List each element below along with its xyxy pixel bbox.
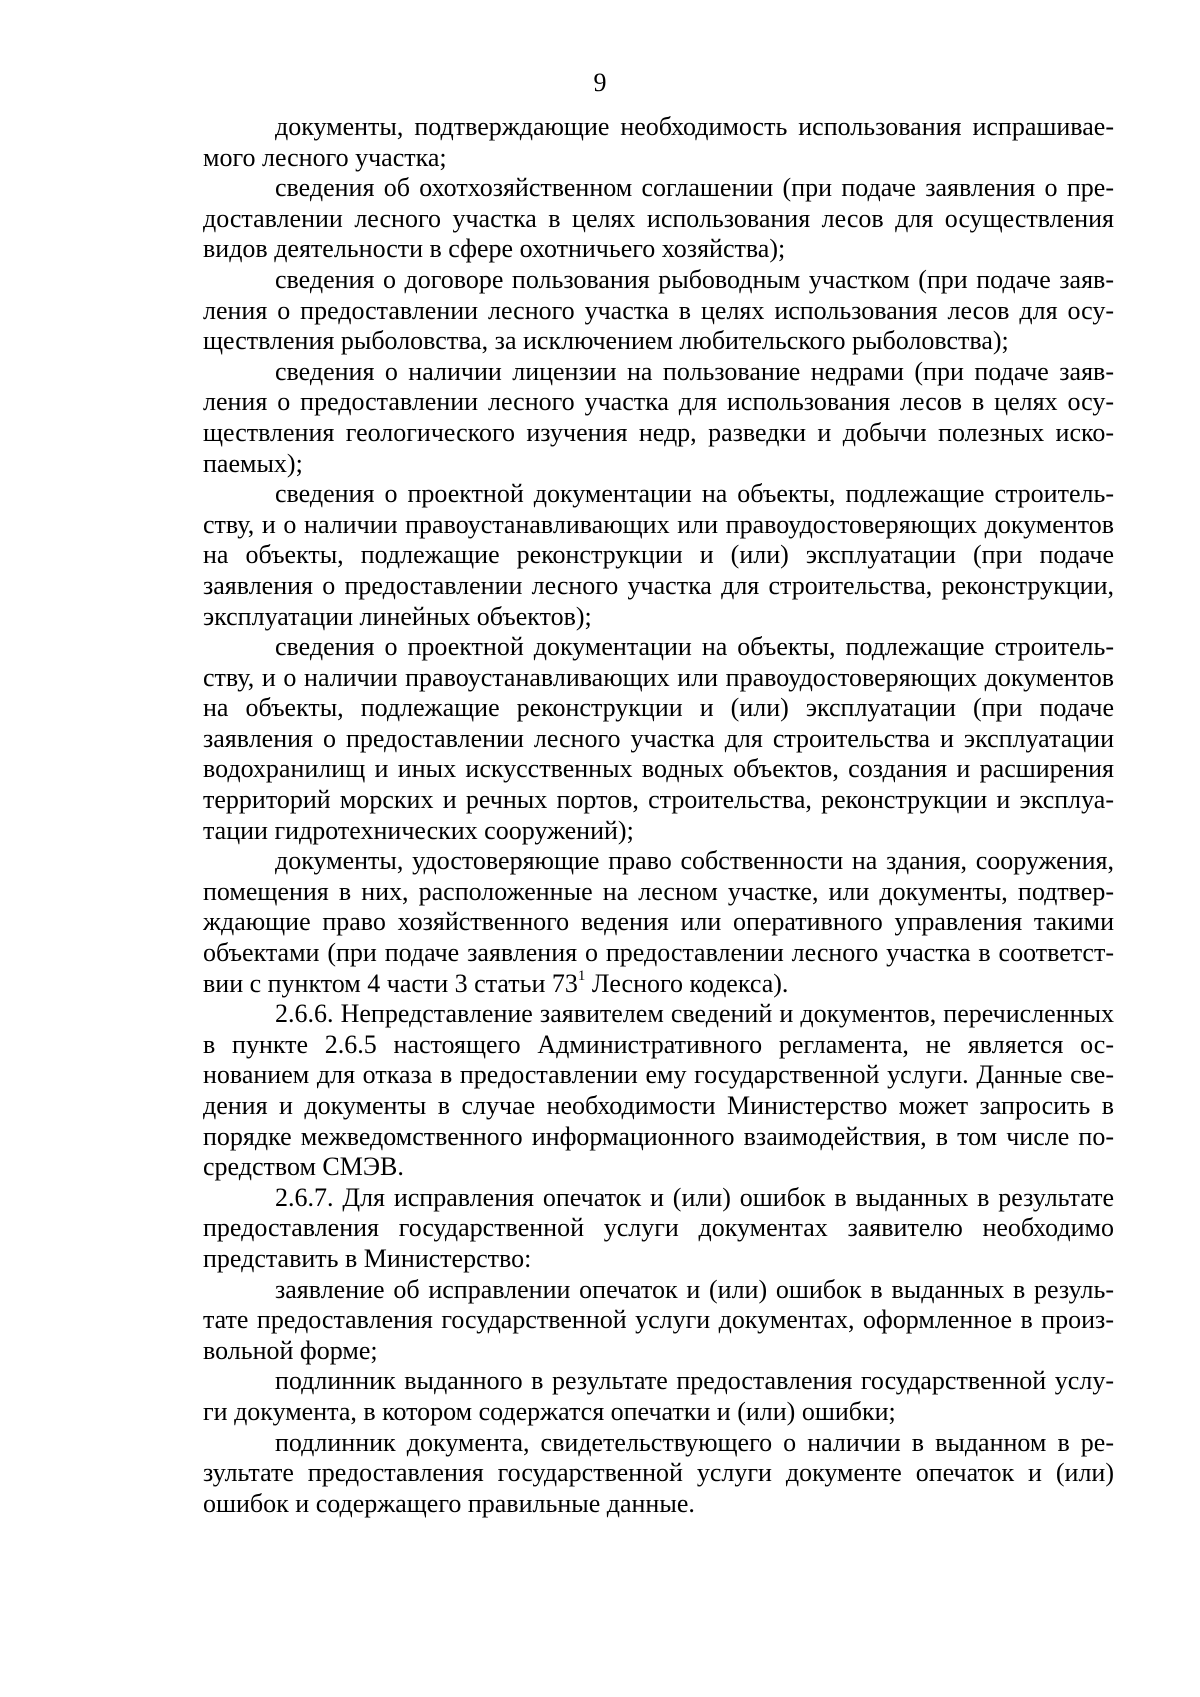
document-body <box>203 112 1114 1519</box>
ownership-text-end: Лесного кодекса). <box>585 968 789 998</box>
paragraph-evidence-document: подлинник документа, свидетельствующего о наличии в выданном в результате предоставления государственной услуги документе опечаток и (или) ошибок и содержащего правильные данные. <box>203 1427 1114 1518</box>
paragraph-2-6-6: 2.6.6. Непредставление заявителем сведений и документов, перечисленных в пункте 2.6.5 настоящего Административного регламента, не является основанием для отказа в предоставлении ему государственной услуги. Данные сведения и документы в случае необходимости Министерство может запросить в порядке межведомственного информационного взаимодействия, в том числе посредством СМЭВ. <box>203 999 1114 1182</box>
paragraph-subsoil-license: сведения о наличии лицензии на пользование недрами (при подаче заявления о предоставлении лесного участка для использования лесов в целях осуществления геологического изучения недр, разведки и добычи полезных ископаемых); <box>203 356 1114 478</box>
paragraph-justifying-documents: документы, подтверждающие необходимость использования испрашиваемого лесного участка; <box>203 112 1114 172</box>
paragraph-2-6-7: 2.6.7. Для исправления опечаток и (или) ошибок в выданных в результате предоставления государственной услуги документах заявителю необходимо представить в Министерство: <box>203 1182 1114 1273</box>
paragraph-correction-application: заявление об исправлении опечаток и (или) ошибок в выданных в результате предоставления государственной услуги документах, оформленное в произвольной форме; <box>203 1274 1114 1365</box>
paragraph-original-document: подлинник выданного в результате предоставления государственной услуги документа, в котором содержатся опечатки и (или) ошибки; <box>203 1366 1114 1426</box>
paragraph-reservoirs-ports-docs: сведения о проектной документации на объекты, подлежащие строительству, и о наличии правоустанавливающих или правоудостоверяющих документов на объекты, подлежащие реконструкции и (или) эксплуатации (при подаче заявления о предоставлении лесного участка для строительства и эксплуатации водохранилищ и иных искусственных водных объектов, создания и расширения территорий морских и речных портов, строительства, реконструкции и эксплуатации гидротехнических сооружений); <box>203 632 1114 845</box>
article-superscript: 1 <box>577 967 586 984</box>
paragraph-hunting-agreement: сведения об охотхозяйственном соглашении (при подаче заявления о предоставлении лесного участка в целях использования лесов для осуществления видов деятельности в сфере охотничьего хозяйства); <box>203 173 1114 264</box>
page-number: 9 <box>593 68 607 97</box>
ownership-text: документы, удостоверяющие право собственности на здания, сооружения, помещения в них, расположенные на лесном участке, или документы, подтверждающие право хозяйственного ведения или оперативного управления такими объектами (при подаче заявления о предоставлении лесного участка в соответствии с пунктом 4 части 3 статьи 73 <box>203 846 1114 998</box>
paragraph-ownership-documents <box>203 846 1114 999</box>
paragraph-fish-farming-contract: сведения о договоре пользования рыбоводным участком (при подаче заявления о предоставлении лесного участка в целях использования лесов для осуществления рыболовства, за исключением любительского рыболовства); <box>203 264 1114 356</box>
paragraph-linear-objects-docs: сведения о проектной документации на объекты, подлежащие строительству, и о наличии правоустанавливающих или правоудостоверяющих документов на объекты, подлежащие реконструкции и (или) эксплуатации (при подаче заявления о предоставлении лесного участка для строительства, реконструкции, эксплуатации линейных объектов); <box>203 479 1114 631</box>
